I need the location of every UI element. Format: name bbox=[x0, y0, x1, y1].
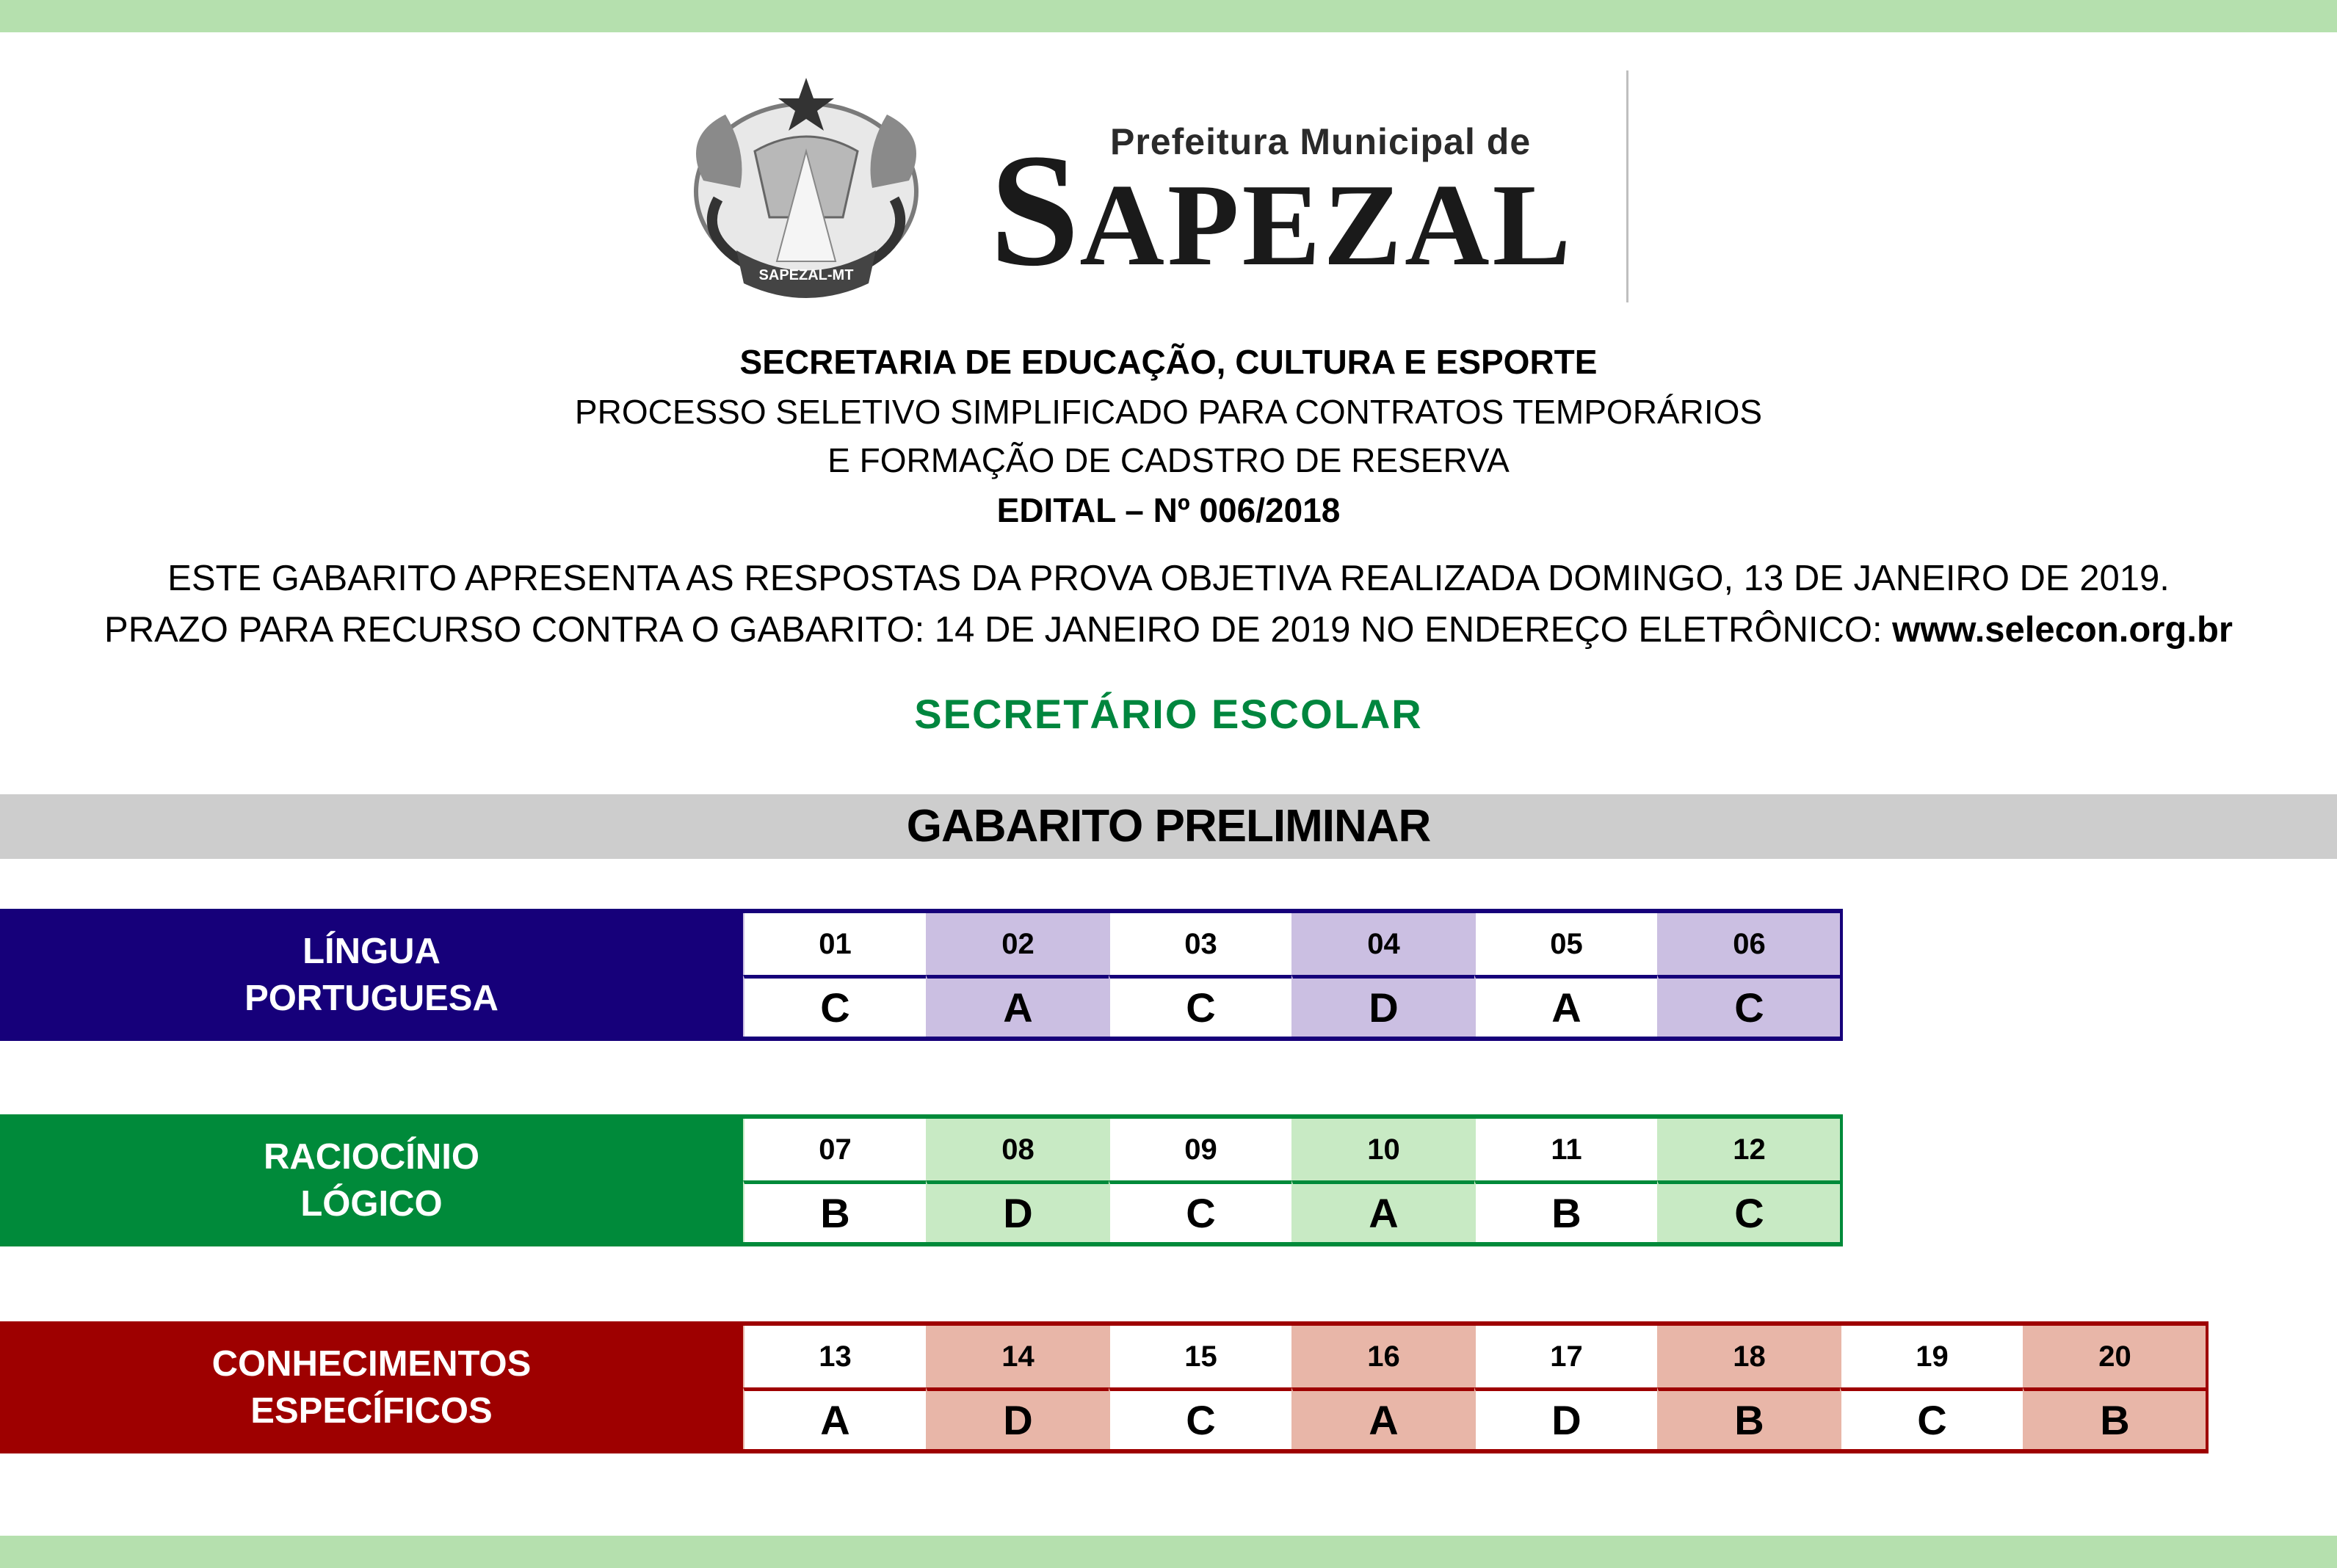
answer-letter: D bbox=[926, 1387, 1109, 1449]
subject-label-line: LÍNGUA bbox=[302, 932, 441, 971]
question-number: 02 bbox=[926, 913, 1109, 975]
info-url-link[interactable]: www.selecon.org.br bbox=[1892, 610, 2233, 650]
subject-label bbox=[0, 909, 743, 1041]
question-number: 06 bbox=[1657, 913, 1840, 975]
bottom-decorative-bar bbox=[0, 1536, 2337, 1568]
answer-grid bbox=[743, 1321, 2209, 1453]
prefeitura-logo bbox=[667, 70, 1633, 302]
answer-letter: A bbox=[1291, 1387, 1474, 1449]
question-number: 05 bbox=[1474, 913, 1657, 975]
gabarito-title-bar: GABARITO PRELIMINAR bbox=[0, 794, 2337, 859]
question-number: 19 bbox=[1840, 1326, 2023, 1387]
answer-letter: A bbox=[1474, 975, 1657, 1037]
question-number: 14 bbox=[926, 1326, 1109, 1387]
subject-label-line: RACIOCÍNIO bbox=[264, 1137, 479, 1177]
answer-grid bbox=[743, 1114, 1843, 1246]
question-number: 03 bbox=[1109, 913, 1291, 975]
info-line-1: ESTE GABARITO APRESENTA AS RESPOSTAS DA PROVA OBJETIVA REALIZADA DOMINGO, 13 DE JANEIRO DE 2019. bbox=[167, 559, 2170, 598]
question-number: 12 bbox=[1657, 1119, 1840, 1180]
question-number: 18 bbox=[1657, 1326, 1840, 1387]
top-decorative-bar bbox=[0, 0, 2337, 32]
subject-label-line: CONHECIMENTOS bbox=[211, 1344, 532, 1384]
answer-letter: D bbox=[926, 1180, 1109, 1242]
answer-letter: D bbox=[1474, 1387, 1657, 1449]
question-number: 13 bbox=[743, 1326, 926, 1387]
question-number: 10 bbox=[1291, 1119, 1474, 1180]
answer-letter: C bbox=[743, 975, 926, 1037]
question-number: 08 bbox=[926, 1119, 1109, 1180]
answer-letter: C bbox=[1657, 975, 1840, 1037]
answer-letter: A bbox=[1291, 1180, 1474, 1242]
question-number: 16 bbox=[1291, 1326, 1474, 1387]
answer-letter: C bbox=[1840, 1387, 2023, 1449]
subject-label-line: LÓGICO bbox=[300, 1184, 443, 1224]
answer-letter: B bbox=[2023, 1387, 2206, 1449]
processo-line-2: E FORMAÇÃO DE CADSTRO DE RESERVA bbox=[827, 441, 1510, 479]
coat-of-arms-icon bbox=[667, 70, 953, 302]
logo-divider bbox=[1626, 70, 1628, 302]
cargo-title: SECRETÁRIO ESCOLAR bbox=[914, 691, 1423, 737]
question-number: 20 bbox=[2023, 1326, 2206, 1387]
answer-letter: C bbox=[1109, 975, 1291, 1037]
info-line-2: PRAZO PARA RECURSO CONTRA O GABARITO: 14 DE JANEIRO DE 2019 NO ENDEREÇO ELETRÔNICO: www.selecon.org.br bbox=[104, 610, 2233, 650]
processo-line-1: PROCESSO SELETIVO SIMPLIFICADO PARA CONTRATOS TEMPORÁRIOS bbox=[574, 393, 1763, 431]
subject-label-line: ESPECÍFICOS bbox=[250, 1391, 493, 1431]
question-number: 15 bbox=[1109, 1326, 1291, 1387]
answer-letter: C bbox=[1109, 1180, 1291, 1242]
answer-letter: A bbox=[743, 1387, 926, 1449]
answer-letter: B bbox=[743, 1180, 926, 1242]
question-number: 07 bbox=[743, 1119, 926, 1180]
subject-label bbox=[0, 1321, 743, 1453]
answer-letter: B bbox=[1657, 1387, 1840, 1449]
answer-letter: B bbox=[1474, 1180, 1657, 1242]
question-number: 17 bbox=[1474, 1326, 1657, 1387]
subject-label bbox=[0, 1114, 743, 1246]
question-number: 09 bbox=[1109, 1119, 1291, 1180]
answer-grid bbox=[743, 909, 1843, 1041]
subject-label-line: PORTUGUESA bbox=[244, 979, 499, 1018]
question-number: 04 bbox=[1291, 913, 1474, 975]
answer-letter: A bbox=[926, 975, 1109, 1037]
answer-letter: C bbox=[1657, 1180, 1840, 1242]
answer-letter: D bbox=[1291, 975, 1474, 1037]
svg-text:SAPEZAL-MT: SAPEZAL-MT bbox=[758, 267, 854, 283]
question-number: 01 bbox=[743, 913, 926, 975]
question-number: 11 bbox=[1474, 1119, 1657, 1180]
edital-number: EDITAL – Nº 006/2018 bbox=[996, 491, 1341, 529]
secretaria-title: SECRETARIA DE EDUCAÇÃO, CULTURA E ESPORTE bbox=[739, 343, 1598, 381]
answer-letter: C bbox=[1109, 1387, 1291, 1449]
logo-city-name: SAPEZAL bbox=[990, 120, 1574, 300]
logo-prefix-text: Prefeitura Municipal de bbox=[1110, 121, 1532, 162]
